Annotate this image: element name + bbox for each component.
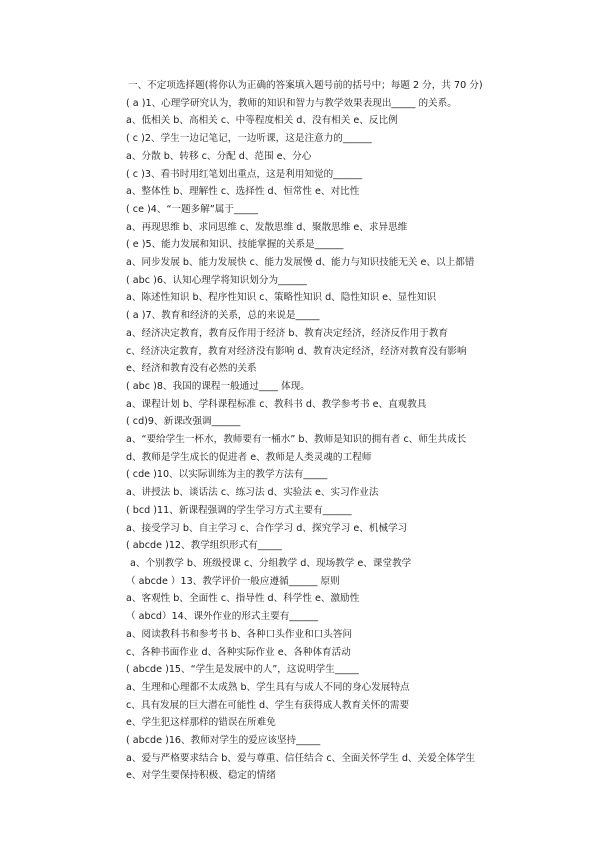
options-7-cd: c、经济决定教育，教育对经济没有影响 d、教育决定经济，经济对教育没有影响 xyxy=(126,345,467,357)
options-7-e: e、经济和教育没有必然的关系 xyxy=(126,363,257,375)
question-9: ( cd)9、新课改强调______ xyxy=(126,416,241,428)
question-8: ( abc )8、我国的课程一般通过____ 体现。 xyxy=(126,380,310,392)
options-11: a、接受学习 b、自主学习 c、合作学习 d、探究学习 e、机械学习 xyxy=(126,522,408,534)
question-2: ( c )2、学生一边记笔记，一边听课，这是注意力的______ xyxy=(126,133,372,145)
options-9-abc: a、“要给学生一杯水，教师要有一桶水” b、教师是知识的拥有者 c、师生共成长 xyxy=(126,434,467,446)
options-16-abcd: a、爱与严格要求结合 b、爱与尊重、信任结合 c、全面关怀学生 d、关爱全体学生 xyxy=(126,752,476,764)
question-11: ( bcd )11、新课程强调的学生学习方式主要有______ xyxy=(126,504,352,516)
options-7-ab: a、经济决定教育，教育反作用于经济 b、教育决定经济，经济反作用于教育 xyxy=(126,327,449,339)
options-14-ab: a、阅读教科书和参考书 b、各种口头作业和口头答问 xyxy=(126,628,353,640)
options-16-e: e、对学生要保持积极、稳定的情绪 xyxy=(126,770,276,782)
question-4: ( ce )4、“一题多解”属于_____ xyxy=(126,203,258,215)
options-5: a、同步发展 b、能力发展快 c、能力发展慢 d、能力与知识技能无关 e、以上都错 xyxy=(126,257,475,269)
question-12: ( abcde )12、教学组织形式有_____ xyxy=(126,540,282,552)
options-15-e: e、学生犯这样那样的错误在所难免 xyxy=(126,717,276,729)
question-7: ( a )7、教育和经济的关系，总的来说是_____ xyxy=(126,310,320,322)
question-3: ( c )3、看书时用红笔划出重点，这是利用知觉的______ xyxy=(126,168,363,180)
question-list xyxy=(126,77,526,785)
options-2: a、分散 b、转移 c、分配 d、范围 e、分心 xyxy=(126,150,312,162)
options-8: a、课程计划 b、学科课程标准 c、教科书 d、教学参考书 e、直观教具 xyxy=(126,398,427,410)
options-3: a、整体性 b、理解性 c、选择性 d、恒常性 e、对比性 xyxy=(126,186,360,198)
options-4: a、再现思维 b、求同思维 c、发散思维 d、聚散思维 e、求异思维 xyxy=(126,221,408,233)
question-15: ( abcde )15、“学生是发展中的人”，这说明学生_____ xyxy=(126,664,359,676)
question-10: ( cde )10、以实际训练为主的教学方法有_____ xyxy=(126,469,328,481)
question-1: ( a )1、心理学研究认为，教师的知识和智力与教学效果表现出_____ 的关系。 xyxy=(126,97,457,109)
options-12: a、个别教学 b、班级授课 c、分组教学 d、现场教学 e、课堂教学 xyxy=(130,557,412,569)
options-15-ab: a、生理和心理都不太成熟 b、学生具有与成人不同的身心发展特点 xyxy=(126,681,410,693)
question-5: ( e )5、能力发展和知识、技能掌握的关系是______ xyxy=(126,239,344,251)
options-14-cde: c、各种书面作业 d、各种实际作业 e、各种体育活动 xyxy=(126,646,351,658)
question-6: ( abc )6、认知心理学将知识划分为______ xyxy=(126,274,307,286)
question-16: ( abcde )16、教师对学生的爱应该坚持_____ xyxy=(126,735,321,747)
options-1: a、低相关 b、高相关 c、中等程度相关 d、没有相关 e、反比例 xyxy=(126,115,398,127)
options-10: a、讲授法 b、谈话法 c、练习法 d、实验法 e、实习作业法 xyxy=(126,487,379,499)
question-13: （ abcde ）13、教学评价一般应遵循______ 原则 xyxy=(126,575,340,587)
question-14: （ abcd）14、课外作业的形式主要有______ xyxy=(126,611,319,623)
options-6: a、陈述性知识 b、程序性知识 c、策略性知识 d、隐性知识 e、显性知识 xyxy=(126,292,437,304)
options-15-cd: c、具有发展的巨大潜在可能性 d、学生有获得成人教育关怀的需要 xyxy=(126,699,410,711)
section-heading: 一、不定项选择题(将你认为正确的答案填入题号前的括号中；每题 2 分，共 70 分) xyxy=(128,80,483,91)
options-13: a、客观性 b、全面性 c、指导性 d、科学性 e、激励性 xyxy=(126,593,360,605)
options-9-de: d、教师是学生成长的促进者 e、教师是人类灵魂的工程师 xyxy=(126,451,372,463)
